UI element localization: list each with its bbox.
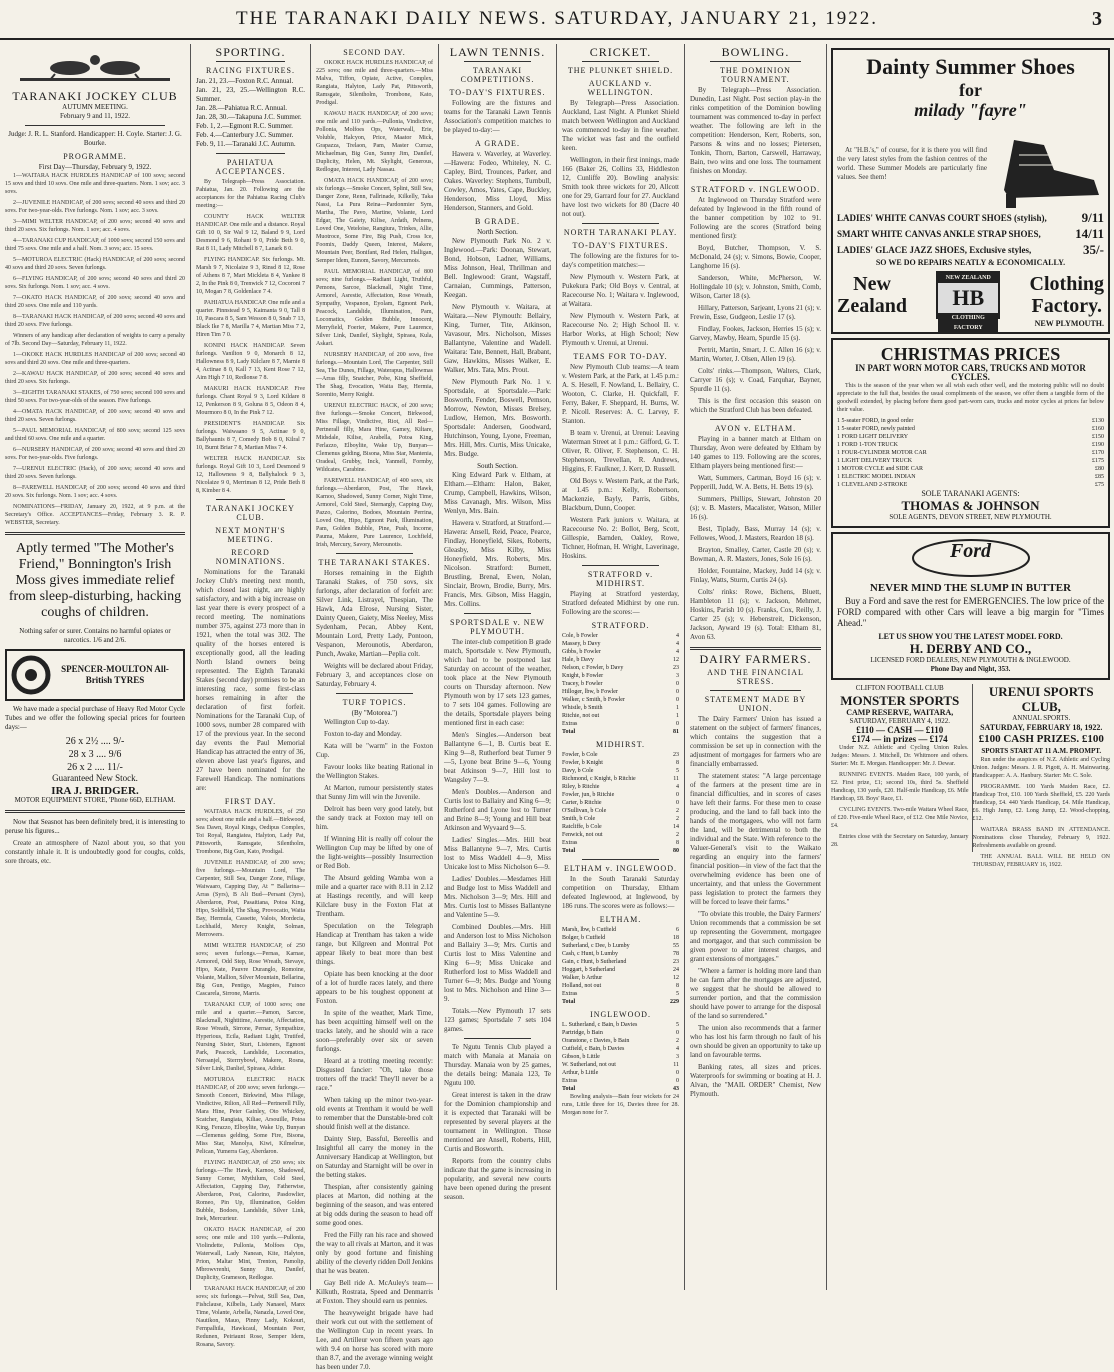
second-day-heading: SECOND DAY. (343, 48, 406, 57)
fixture-item: Jan. 28, 30.—Takapuna J.C. Summer. (196, 113, 302, 121)
taranaki-competitions-heading: TARANAKI COMPETITIONS. (460, 66, 535, 84)
eltham-scorecard: Marsh, lbw, b Cutfield 6 Bolger, b Cutfield 18 Sutherland, c Dee, b Lumby 55 Cash, c Hunt, b Lumby 78 Gain, c Hunt, b Sutherland 23 Hoggart, b Sutherland 24 Walker, b Arthur 12 Holland, not out 8 Extras 5 Total 229 (562, 927, 679, 1005)
page-number: 3 (1092, 8, 1104, 30)
price-item: 26 x 2 .... 11/- (67, 762, 123, 773)
shoes-title: Dainty Summer Shoes (866, 54, 1075, 79)
christmas-sub: IN PART WORN MOTOR CARS, TRUCKS AND MOTOR CYCLES. (855, 363, 1086, 382)
ford-body: Buy a Ford and save the rest for EMERGENCIES. The low price of the FORD compared with other Cars will leave a big margin for "Times Ahead." (837, 596, 1104, 628)
clifton-prize: £174 — in prizes — £174 (851, 734, 948, 744)
shoes-milady: milady "fayre" (914, 100, 1027, 120)
shoes-ad: Dainty Summer Shoes for milady "fayre" At "H.B.'s," of course, for it is there you will find the very latest styles from the fashion centres of the world. These Summer Models are particularly fine values. See them! LADIES' WHITE CANVAS COURT SHOES (stylish), 9/11 SMART WHITE CANVAS ANKLE STRAP SHOES, 14/11 LADIES' GLACE JAZZ SHOES, Exclusive styles, 35/- SO WE DO REPAIRS NEATLY & ECONOMICALLY. New Zealand NEW ZEALAND HB CLOTHING FACTORY Clothing Factory. NEW PLYMOUTH. (831, 48, 1110, 334)
cricket-fixtures-heading: TO-DAY'S FIXTURES. (572, 241, 669, 250)
urenui-date: SATURDAY, FEBRUARY 18, 1922. (980, 723, 1103, 732)
shoes-for: for (959, 80, 982, 100)
irish-moss-tail: Nothing safer or surer. Contains no harmful opiates or narcotics. 1/6 and 2/6. (19, 627, 171, 644)
record-heading: RECORD NOMINATIONS. (215, 548, 286, 566)
lawn-tennis-heading: LAWN TENNIS. (449, 45, 546, 59)
financial-stress-heading: AND THE FINANCIAL STRESS. (707, 668, 804, 686)
christmas-item: 1 MOTOR CYCLE and SIDE CAR £80 (837, 466, 1104, 472)
turf-byline: (By "Motorea.") (351, 709, 398, 717)
shoe-line: LADIES' WHITE CANVAS COURT SHOES (stylish), 9/11 (837, 210, 1104, 225)
eltham-inglewood-heading: ELTHAM v. INGLEWOOD. (564, 864, 677, 873)
sporting-heading: SPORTING. (215, 45, 286, 59)
urenui-sub: ANNUAL SPORTS. (1012, 714, 1071, 722)
north-section: North Section. (477, 228, 518, 236)
fixture-item: Jan. 28.—Pahiatua R.C. Annual. (196, 104, 287, 112)
sports-ads (831, 684, 1110, 872)
ford-phone: Phone Day and Night, 353. (930, 665, 1011, 673)
programme-title: PROGRAMME. (63, 152, 127, 161)
christmas-item: 1 FOUR-CYLINDER MOTOR CAR £170 (837, 450, 1104, 456)
agents-name: THOMAS & JOHNSON (901, 498, 1040, 513)
shoes-tagline: SO WE DO REPAIRS NEATLY & ECONOMICALLY. (875, 258, 1066, 267)
christmas-title: CHRISTMAS PRICES (880, 344, 1061, 364)
column-racing-programme: TARANAKI JOCKEY CLUB AUTUMN MEETING. February 9 and 11, 1922. Judge: J. R. L. Stanford. Handicapper: H. Coyle. Starter: J. G. Bourke. PROGRAMME. First Day—Thursday, February 9, 1922. 1—WAITARA HACK HURDLES HANDICAP of 100 sovs; second 15 sovs and third 10 sovs. One mile and three-quarters. Nom. 1 sov; acc. 3 sovs. 2—JUVENILE HANDICAP, of 200 sovs; second 40 sovs and third 20 sovs. For two-year-olds. Five furlongs. Nom. 1 sov; acc. 3 sovs. 3—MIMI WELTER HANDICAP, of 200 sovs; second 40 sovs and third 20 sovs. Six furlongs. Nom. 1 sov; acc. 4 sovs. 4—TARANAKI CUP HANDICAP, of 1000 sovs; second 150 sovs and third 75 sovs. One mile and a half. Nom. 3 sovs; acc. 15 sovs. 5—MOTUROA ELECTRIC (Hack) HANDICAP, of 200 sovs; second 40 sovs and third 20 sovs. Seven furlongs. 6—FLYING HANDICAP, of 200 sovs; second 40 sovs and third 20 sovs. Six furlongs. Nom. 1 sov; acc. 4 sovs. 7—OKATO HACK HANDICAP, of 200 sovs; second 40 sovs and third 20 sovs. One mile and 110 yards. 8—TARANAKI HACK HANDICAP, of 200 sovs; second 40 sovs and third 20 sovs. Five furlongs. Winners of any handicap after declaration of weights to carry a penalty of 7lb. Second Day—Saturday, February 11, 1922. 1—OKOKE HACK HURDLES HANDICAP of 200 sovs; second 40 sovs and third 20 sovs. One mile and three-quarters. 2—KAWAU HACK HANDICAP, of 200 sovs; second 40 sovs and third 20 sovs. Six furlongs. 3—EIGHTH TARANAKI STAKES, of 750 sovs; second 100 sovs and third 50 sovs. For two-year-olds of the season. Five furlongs. 4—OMATA HACK HANDICAP, of 200 sovs; second 40 sovs and third 20 sovs. Seven furlongs. 5—PAUL MEMORIAL HANDICAP, of 800 sovs; second 125 sovs and third 60 sovs. One mile and a quarter. 6—NURSERY HANDICAP, of 200 sovs; second 40 sovs and third 20 sovs. For two-year-olds. Five furlongs. 7—URENUI ELECTRIC (Hack), of 200 sovs; second 40 sovs and third 20 sovs. Seven furlongs. 8—FAREWELL HANDICAP, of 200 sovs; second 40 sovs and third 20 sovs. Six furlongs. Nom. 1 sov; acc. 4 sovs. NOMINATIONS—FRIDAY, January 20, 1922, at 9 p.m. at the Secretary's Office. ACCEPTANCES—Friday, February 3. R. P. WEBSTER, Secretary. Aptly termed "The Mother's Friend," Bonnington's Irish Moss gives immediate relief from sleep-disturbing, hacking coughs of children. Nothing safer or surer. Contains no harmful opiates or narcotics. 1/6 and 2/6. SPENCER-MOULTON All-British TYRES We have made a special purchase of Heavy Red Motor Cycle Tubes and we offer the following special prices for fourteen days:— 26 x 2½ .... 9/- 28 x 3 .... 9/6 26 x 2 .... 11/- Guaranteed New Stock. IRA J. BRIDGER. MOTOR EQUIPMENT STORE, 'Phone 66D, ELTHAM. Now that Seasnot has been definitely bred, it is interesting to peruse his figures... Create an atmosphere of Nazol about you, so that you constantly inhale it. It is undoubtedly good for coughs, colds, sore throats, etc. (0, 44, 190, 1290)
moss-paragraph: Now that Seasnot has been definitely bred, it is interesting to peruse his figures... (5, 818, 185, 835)
ford-headline: NEVER MIND THE SLUMP IN BUTTER (869, 582, 1072, 594)
tyres-text: SPENCER-MOULTON All-British TYRES (61, 664, 169, 685)
column-sporting: SPORTING. RACING FIXTURES. Jan. 21, 23.—Foxton R.C. Annual. Jan. 21, 23, 25.—Wellington R.C. Summer. Jan. 28.—Pahiatua R.C. Annual. Jan. 28, 30.—Takapuna J.C. Summer. Feb. 1, 2.—Egmont R.C. Summer. Feb. 4.—Canterbury J.C. Summer. Feb. 9, 11.—Taranaki J.C. Autumn. PAHIATUA ACCEPTANCES. By Telegraph—Press Association. Pahiatua, Jan. 20. Following are the acceptances for the Pahiatua Racing Club's meeting:— COUNTY HACK WELTER HANDICAP. One mile and a distance. Royal Gift 10 0, Sir Wal 9 12, Baland 9 9, Lord Desmond 9 6, Rohani 9 0, Pride Beth 9 0, Rat 8 11, Lady Mitchell 8 7, Lanark 8 0. FLYING HANDICAP. Six furlongs. Mt. Marsh 9 7, Nicolaize 9 3, Rinsd 8 12, Rose of Athens 8 7, Mart Mickleta 8 4, Yankee 8 2, In the Pink 8 0, Trenwick 7 12, Cocoroni 7 10, Mogan 7 8, Goldenlace 7 4. PAHIATUA HANDICAP. One mile and a quarter. Pinnstead 9 5, Kaimanta 9 0, Tall 8 10, Pascara 8 5, Sam Wesson 8 0, Snab 7 13, Black Ike 7 8, Marilla 7 4, Martian Miss 7 2, Hiren Tim 7 0. KONINI HACK HANDICAP. Seven furlongs. Vanilton 9 0, Monarch 8 12, Hallowness 8 9, Lady Kilclare 8 7, Marnie 8 4, Actinae 8 0, Kall 7 13, Kent Rose 7 12, Aim High 7 10, Redlonse 7 8. MAKURI HACK HANDICAP. Five furlongs. Chant Royal 9 3, Lord Kildare 8 12, Penkerson 8 9, Goluna 8 5, Odeon 8 4, Mourmoro 8 0, In the Pink 7 12. PRESIDENT'S HANDICAP. Six furlongs. Waiwaano 9 5, Actinae 9 0, Ballyhaunis 8 7, Comedy Bob 8 0, Kilral 7 10, Burnt Briar 7 8, Martian Miss 7 4. WELTER HACK HANDICAP. Six furlongs. Royal Gift 10 3, Lord Desmond 9 12, Hallowness 9 8, Ballyhalock 9 3, Nicolaize 9 0, Merriman 8 12, Pride Beth 8 8, Kimber 8 4. TARANAKI JOCKEY CLUB. NEXT MONTH'S MEETING. RECORD NOMINATIONS. Nominations for the Taranaki Jockey Club's meeting next month, which closed last night, are highly satisfactory, and with a big increase on last year there is every prospect of a record meeting. The nominations number 375, against 273 more than in 1921, when the total was 302. The quality of the horses entered is exceptionally good, all the leading North Island owners being represented. The Eighth Taranaki Stakes (second day) promises to be an interesting race, some first-class horses remaining in after the declaration of first forfeit. Nominations for the Taranaki Cup, of 1000 sovs, number 28 compared with 17 of the previous year. In the second day events the Paul Memorial Handicap has attracted the entry of 36, eleven above last year's figures, and 27 have been nominated for the Farewell Handicap. The nominations are: FIRST DAY. WAITARA HACK HURDLES, of 250 sovs; about one mile and a half.—Birkwood, Sea Dawn, Royal Kings, Oedipus Complex, Toi Royal, Rangiatea, Halyton, Lady Pat, Pittsworth, Ramsgate, Silentholm, Trombone, Big Gun, Kato, Prodigal. JUVENILE HANDICAP, of 200 sovs; five furlongs.—Mountain Lord, The Carpenter, Still Sea, Danger Zone, Fillage, Waiwaaro, Capping Day, At ''' Ballarina—Arras (Syrs), B Ali Bud—Persant (3yrs), Aberdaron, Post, Pasaitiana, Potoa King, Hipo, Soldfield, The Shag, Provocatio, Waita Bay, Hermula, Cassette, Valois, Mordecia, Lochhaild, Mercy Knight, Solman, Merrowers. MIMI WELTER HANDICAP, of 250 sovs; seven furlongs.—Pernas, Karnae, Armored, Odd Step, Rose Wreath, Stevaye, Hipo, Kate, Pauvre Duranglo, Romoine, Volante, Mallion, Silver Mountain, Bellarina, Big Gun, Pentigo, Magpies, Fuinco Cascarela, Sirrone, Marris. TARANAKI CUP, of 1000 sovs; one mile and a quarter.—Pamon, Sarcoe, Blackmall, Nightitime, Asrestie, Affectation, Rose Wreath, Sirrone, Pernar, Sympathize, Hyperious, Ecila, Radiant Light, Trutifed, Nursing Sister, Sturt, Listeners, Egmont Park, Peacock, Landslide, Locomatics, Neroanjel, Sterrrybowl, Makere, Rosna, Silver Link, Danlief, Spiraea, Adidar. MOTUROA ELECTRIC HACK HANDICAP, of 200 sovs; seven furlongs.—Smooth Concert, Birkwind, Miss Fillage, Vindictive, Rilion, All Red—Pertnerell Filly, Mara Hine, Peter Gainley, Oto Whickey, Scatcher, Rangiata, Kiliae, Arsouille, Potoa King, Ferazzo, Elboylite, Wake Up, Bunyan—Clemenus gelding, Some Fire, Bisona, Miss Star, Manolya, Kiwi, Kilmelrue, Pelican, Yumerra Gay, Aberdaron. FLYING HANDICAP, of 250 sovs; six furlongs.—The Hawk, Karnoo, Shadowed, Sunny Corner, Mythilum, Cold Steel, Affectation, Capping Day, Fatherwise, Aberdaron, Post, Calorino, Pasdowlier, Romeo, Pin Up, Illumination, Golden Bubble, Bodoes, Landslide, Silver Link, Inek, Mercurieur. OKATO HACK HANDICAP, of 200 sovs; one mile and 110 yards.—Pullonia, Violindette, Pullonia, Molfoes Ops, Waterwall, Lady Nanean, Kite, Halyton, Prion, Maltar Mint, Trenton, Pamolip, Mbrowvrenhi, Sunny Jim, Danilef, Duplicity, Grameson, Redlogue. TARANAKI HACK HANDICAP, of 200 sovs; six furlongs.—Pelvat, Still Sea, Dan, Fishclause, Kilbelis, Lady Nanaeel, Manx Time, Volante, Arbella, Nanazla, Loved One, Nautikon, Mauo, Pinny Lady, Kokouri, Fernpalhila, Hawkcaul, Mountain Peer, Redunen, Peiriaunt Rose, Semper Idem, Rosana, Savory. (190, 44, 310, 1290)
dealer-name: IRA J. BRIDGER. (51, 785, 139, 797)
inglewood-heading: INGLEWOOD. (590, 1010, 651, 1019)
dominion-tournament-heading: THE DOMINION TOURNAMENT. (720, 66, 791, 84)
masthead-title: THE TARANAKI DAILY NEWS. SATURDAY, JANUARY 21, 1922. (236, 8, 878, 29)
jockey-club-emblem-icon (20, 48, 170, 88)
christmas-item: 1 LIGHT DELIVERY TRUCK £175 (837, 458, 1104, 464)
meeting-dates: February 9 and 11, 1922. (59, 112, 131, 120)
christmas-item: 1 FORD 1-TON TRUCK £190 (837, 442, 1104, 448)
irish-moss-headline: Aptly termed "The Mother's Friend," Bonnington's Irish Moss gives immediate relief from sleep-disturbing, hacking coughs of children. (8, 541, 182, 620)
christmas-item: 1 5-seater FORD, in good order £130 (837, 418, 1104, 424)
north-taranaki-heading: NORTH TARANAKI PLAY. (563, 228, 678, 237)
cricket-heading: CRICKET. (589, 45, 652, 59)
clothing-town: NEW PLYMOUTH. (1034, 319, 1104, 328)
pahiatua-heading: PAHIATUA ACCEPTANCES. (215, 158, 286, 176)
south-section: South Section. (477, 462, 518, 470)
tubes-purchase: We have made a special purchase of Heavy Red Motor Cycle Tubes and we offer the following special prices for fourteen days:— (5, 705, 185, 731)
meeting-title: AUTUMN MEETING. (62, 103, 128, 111)
midhirst-scorecard: Fowler, b Cole 23 Fowler, b Knight 8 Davy, b Cole 5 Richmond, c Knight, b Ritchie 11 Riley, b Ritchie 4 Fowler, jun, b Ritchie 0 Carter, b Ritchie 0 O'Sullivan, b Cole 2 Smith, b Cole 2 Ratcliffe, b Cole 14 Fenwick, not out 2 Extras 8 Total 80 (562, 752, 679, 854)
column-advertisements (826, 44, 1114, 1290)
agents-address: SOLE AGENTS, DEVON STREET, NEW PLYMOUTH. (889, 513, 1052, 521)
dairy-farmers-heading: DAIRY FARMERS. (699, 652, 812, 666)
eltham-heading: ELTHAM. (599, 915, 642, 924)
urenui-cash: £100 CASH PRIZES. £100 (978, 733, 1104, 745)
midhirst-heading: MIDHIRST. (595, 740, 646, 749)
fixture-item: Jan. 21, 23.—Foxton R.C. Annual. (196, 77, 294, 85)
ford-dealer: H. DERBY AND CO., (909, 641, 1032, 656)
inglewood-total-label: Total (562, 1086, 576, 1092)
christmas-list (837, 417, 1104, 489)
agents-title: SOLE TARANAKI AGENTS: (921, 489, 1020, 498)
first-day-date: First Day—Thursday, February 9, 1922. (38, 163, 152, 171)
ford-logo-text: Ford (949, 540, 992, 562)
christmas-item: 1 CLEVELAND 2-STROKE £75 (837, 482, 1104, 488)
price-item: 28 x 3 .... 9/6 (68, 749, 122, 760)
racing-fixtures-heading: RACING FIXTURES. (206, 66, 295, 75)
next-month-heading: NEXT MONTH'S MEETING. (215, 526, 286, 544)
tyres-ad (5, 649, 185, 701)
christmas-item: 1 5-seater FORD, newly painted £160 (837, 426, 1104, 432)
tyre-icon (11, 655, 51, 695)
stratford-total-label: Total (562, 729, 576, 735)
guarantee: Guaranteed New Stock. (52, 773, 138, 783)
club-name: TARANAKI JOCKEY CLUB (12, 89, 178, 103)
fixture-item: Feb. 1, 2.—Egmont R.C. Summer. (196, 122, 293, 130)
camp-date: SATURDAY, FEBRUARY 4, 1922. (849, 717, 950, 725)
turf-topics-heading: TURF TOPICS. (342, 698, 407, 707)
jockey-club-heading: TARANAKI JOCKEY CLUB. (206, 504, 295, 522)
ford-ad (831, 532, 1110, 680)
auckland-wellington-heading: AUCKLAND v. WELLINGTON. (587, 79, 654, 97)
midhirst-total-label: Total (562, 848, 576, 854)
fixture-item: Feb. 4.—Canterbury J.C. Summer. (196, 131, 294, 139)
price-list (5, 735, 185, 774)
taranaki-stakes-heading: THE TARANAKI STAKES. (318, 558, 431, 567)
shoe-icon (994, 120, 1104, 210)
masthead (0, 0, 1114, 40)
a-grade-heading: A GRADE. (475, 139, 520, 148)
urenui-title: URENUI SPORTS CLUB, (988, 684, 1094, 714)
clifton-prize: £110 — CASH — £110 (856, 725, 944, 735)
avon-eltham-heading: AVON v. ELTHAM. (714, 424, 797, 433)
b-grade-heading: B GRADE. (475, 217, 520, 226)
shoe-line: LADIES' GLACE JAZZ SHOES, Exclusive styles, 35/- (837, 242, 1104, 257)
teams-heading: TEAMS FOR TO-DAY. (573, 352, 668, 361)
christmas-prices-ad: CHRISTMAS PRICES IN PART WORN MOTOR CARS, TRUCKS AND MOTOR CYCLES. This is the season of the year when we all wish each other well, and the motoring public will no doubt appreciate to the full that, besides the usual compliments of the season, we offer them a tangible form of the goodwill extended, by placing before them good part-worn cars, trucks and motor cycles at prices far below their value. 1 5-seater FORD, in good order £130 1 5-seater FORD, newly painted £160 1 FORD LIGHT DELIVERY £150 1 FORD 1-TON TRUCK £190 1 FOUR-CYLINDER MOTOR CAR £170 1 LIGHT DELIVERY TRUCK £175 1 MOTOR CYCLE and SIDE CAR £80 1 ELECTRIC MODEL INDIAN £85 1 CLEVELAND 2-STROKE £75 SOLE TARANAKI AGENTS: THOMAS & JOHNSON SOLE AGENTS, DEVON STREET, NEW PLYMOUTH. (831, 338, 1110, 528)
shoe-price-list (837, 210, 1104, 258)
hb-logo: NEW ZEALAND HB CLOTHING FACTORY (936, 271, 1000, 319)
ford-dealer-sub: LICENSED FORD DEALERS, NEW PLYMOUTH & INGLEWOOD. (870, 656, 1071, 664)
union-statement-heading: STATEMENT MADE BY UNION. (704, 695, 807, 713)
clothing-factory-block: New Zealand NEW ZEALAND HB CLOTHING FACTORY Clothing Factory. (837, 273, 1104, 331)
column-lawn-tennis: LAWN TENNIS. TARANAKI COMPETITIONS. TO-DAY'S FIXTURES. Following are the fixtures and teams for the Taranaki Lawn Tennis Association's competition matches to be played to-day:— A GRADE. Hawera v. Waverley, at Waverley.—Hawera: Fodeo, Whiteley, N. C. Capley, Bird, Trounces, Parker, and Oakes. Waverley: Stephens, Turnbull, Cowley, Amos, Yates, Cape, Buckley, Henderson, Miss Lloyd, Miss Henderson, Stanners, and Gold. B GRADE. North Section. New Plymouth Park No. 2 v. Inglewood.—Park: Doonan, Stewart, Bond, Hobson, Ladner, Williams, Miss Johnson, Heal, Thrillman and Bell. Inglewood: Grant, Wagstaff, Carnaian, Cummings, Patterson, Keegan. New Plymouth v. Waitara, at Waitara.—New Plymouth: Bellairy, King, Turner, Tite, Atkinson, Vavasour, Mrs. Nicholson, Misses Ballantyne, Valentine and Wadell. Waitara: Tate, Bennett, Hall, Brabant, Gaw, Hawkins, Misses Walker, E. Walker, Mrs. Tata, Mrs. Prout. New Plymouth Park No. 1 v. Sportsdale, at Sportsdale.—Park: Bosworth, Fender, Boswell, Pemson, Morrow, Newton, Misses Brelsey, Ludlow, Hemon, Mrs. Bosworth. Sportsdale: Andersen, Goodward, Hutchinson, Young, Lyone, Freeman, Mrs. Hill, Mrs. Curtis, Miss Unicake, Mrs. Budge. South Section. King Edward Park v. Eltham, at Eltham.—Eltham: Halon, Baker, Crump, Campbell, Hawkins, Wilson, Miss Cavanagh, Mrs. Wilson, Miss Wenlyn, Mrs. Bain. Hawera v. Stratford, at Stratford.—Hawera: Ansell, Reid, Peace, Pearce, Findlay, Honeyfield, Sikes, Roberts, Gleasby, Miss Kilby, Miss Honeyfield, Mrs. Roberts, Mrs. Nicolson. Stratford: Burnett, Brustling, Brenal, Ewen, Nolan, Sinclair, Brown, Brodie, Burry, Mrs. Francis, Mrs. Gibson, Miss Haggin, Mrs. Collins. SPORTSDALE v. NEW PLYMOUTH. The inter-club competition B grade match, Sportsdale v. New Plymouth, which had to be postponed last Saturday on account of the weather, took place at the New Plymouth courts on Thursday afternoon. New Plymouth won by 17 sets 123 games, to 7 sets 104 games. Following are the details, Sportsdale players being mentioned first in each case: Men's Singles.—Anderson beat Ballantyne 6—1, B. Curtis beat E. King 9—8, Rutherford beat Turner 9—5, Lyone beat Brine 9—6, Young beat Atkinson 9—7, Hill lost to Wangsley 7—9. Men's Doubles.—Anderson and Curtis lost to Ballairy and King 6—9; Rutherford and Lyone lost to Turner and Brine 8—9; Young and Hill beat Atkinson and Wyvaard 9—5. Ladies' Singles.—Mrs. Hill beat Miss Ballantyne 9—7, Mrs. Curtis lost to Miss Waddell 4—9, Miss Unicake lost to Miss Nicholson 6—9. Ladies' Doubles.—Mesdames Hill and Budge lost to Miss Waddell and Mrs. Nicholson 3—9; Mrs. Hill and Mrs. Curtis lost to Misses Ballantyne and Valentine 5—9. Combined Doubles.—Mrs. Hill and Anderson lost to Miss Nicholson and Ballairy 3—9; Mrs. Curtis and Curtis lost to Miss Valentine and King 6—9; Miss Unicake and Rutherford lost to Miss Waddell and Turner 6—9; Mrs. Budge and Young lost to Mrs. Nicholson and Hine 3—9. Totals.—New Plymouth 17 sets 123 games; Sportsdale 7 sets 104 games. Te Ngutu Tennis Club played a match with Manaia at Manaia on Thursday. Manaia won by 25 games, the details being: Manaia 123, Te Ngutu 100. Great interest is taken in the draw for the Dominion championship and it is expected that Taranaki will be represented by several players at the tournament in Wellington. Those mentioned are Ansell, Roberts, Hill, Curtis and Bosworth. Reports from the country clubs indicate that the game is increasing in popularity, and several new courts have been opened during the present season. (438, 44, 556, 1290)
clifton-sports-ad: CLIFTON FOOTBALL CLUB MONSTER SPORTS CAMP RESERVE, WAITARA, SATURDAY, FEBRUARY 4, 1922. £110 — CASH — £110 £174 — in prizes — £174 Under N.Z. Athletic and Cycling Union Rules. Judges: Messrs. J. Mitchell, Dr. Whitmore and others. Starter: Mr. E. Morgan. Handicapper: Mr. J. Dewar. RUNNING EVENTS. Maiden Race, 100 yards, of £2. First prize, £1; second 10s, third 5s. Sheffield Handicap, 130 yards, £20. Half-mile Handicap, £6. Mile Handicap, £8. Boys' Race, £1. CYCLING EVENTS. Two-mile Waitara Wheel Race, of £20. Five-mile Wheel Race, of £12. One Mile Novice, £4. Entries close with the Secretary on Saturday, January 28. (831, 684, 973, 852)
fixture-item: Jan. 21, 23, 25.—Wellington R.C. Summer. (196, 86, 305, 103)
stratford-scorecard: Cole, b Fowler 4 Massey, b Davy 4 Gibbs, b Fowler 4 Hale, b Davy 12 Nelson, c Fowler, b Davy 23 Knight, b Fowler 3 Tracey, b Fowler 0 Hilloger, lbw, b Fowler 0 Walker, c Smith, b Fowler 0 Whistle, b Smith 1 Ritchie, not out 1 Extras 0 Total 81 (562, 633, 679, 735)
dealer-address: MOTOR EQUIPMENT STORE, 'Phone 66D, ELTHAM. (14, 796, 176, 804)
sportsdale-heading: SPORTSDALE v. NEW PLYMOUTH. (450, 618, 545, 636)
first-day-heading: FIRST DAY. (224, 797, 277, 806)
column-second-day: SECOND DAY. OKOKE HACK HURDLES HANDICAP, of 225 sovs; one mile and three-quarters.—Miss Malva, Tiffon, Opiate, Active, Complex, Rangiata, Halyton, Lady Pat, Pittsworth, Ramsgate, Silentholm, Trombone, Kato, Prodigal. KAWAU HACK HANDICAP, of 200 sovs; one mile and 110 yards.—Pullonia, Vindictive, Pollonia, Molfoes Ops, Waterwall, Erie, Voluble, Halcyon, Price, Maator Mick, Grapazza, Trelaon, Pam, Master Curraz, Michaelman, Big Gun, Sunny Jim, Danilef, Duplicity, Helen, Mt. Skylight, Generous, Redlogue, Interest, Lady Nassau. OMATA HACK HANDICAP, of 200 sovs; six furlongs.—Smoke Concert, Splint, Still Sea, Danger Zone, Renn, Fallrinade, Kilkelly, Taka Nassi, La Pura Reina—Pardonmier Sym, Martha, The Pavo, Martine, Volante, Lord Edgar, The Gaiety, Kilise, Ardath, Pelnens, Loved One, Veteloise, Rangiura, Trinkes, Allie, Muotroce, Some Fire, Big Push, Cross Ice, Foomix, Daddy Queen, Interest, Makere, Mountain Peer, Bonifant, Red Helen, Halligan, Semper Idem, Eunom, Savory, Mercurnois. PAUL MEMORIAL HANDICAP, of 800 sovs; nine furlongs.—Radiant Light, Truthful, Pemons, Sarcoe, Blackmall, Night Time, Armorel, Asrestie, Affectation, Rose Wreath, Sympathy, Vespanon, Eyolam, Egmont Park, Peacock, Landslide, Illumination, Pam, Locomatics, Golden Bubble, Innocent, Merryfield, Foerier, Makere, Pure Laurence, Silver Link, Danilef, Skylight, Spiraea, Kula, Askari. NURSERY HANDICAP, of 200 sovs, five furlongs.—Mountain Lord, The Carpenter, Still Sea, The Dunes, Fillage, Waterapus, Hallowmas—Arras filly, Snatcher, Pobe, King Sheffield, The Shag, Evocation, Waita Bay, Hermia, Sorenito, Merry Knight. URENUI ELECTRIC HACK, of 200 sovs; five furlongs.—Smoke Concert, Birkwood, Miss Fillage, Vindictive, Riot, All Red—Pertnerall filly, Mara Hine, Gamey, Kiltare, Midsdale, Kilise, Arabella, Potoa King, Ferlazzo, Elboylite, Wake Up, Bunyan—Clemenus gelding, Bisona, Miss Star, Mantenia, Oradeal, Grubby, Inck, Yanmell, Formby, Wildcates, Carabine. FAREWELL HANDICAP, of 400 sovs, six furlongs.—Aberdaron, Post, The Hawk, Karnoo, Shadowed, Sunny Corner, Night Time, Armorel, Cold Steel, Sternargly, Capping Day, Pazzo, Calorino, Bodoes, Mountain Perrina, Loved One, Hipo, Egmont Park, Illumination, Pam, Golden Bubble, Pine, Push, Incorne, Pauma, Makere, Pure Laurence, Lochfield, Irish, Mercury, Savory, Merounotis. THE TARANAKI STAKES. Horses remaining in the Eighth Taranaki Stakes, of 750 sovs, six furlongs, after declaration of forfeit are: Silver Link, Listrayel, Thespian, The Hawk, Ada Elrose, Nursing Sister, Dainty Queen, Gaiety, Miss Neeley, Miss Sydenham, Pecan, Abbey Kent, Mountain Lord, Pretty Lady, Pontoon, Vespanon, Merounotis, Aberdaron, Punch, Awake, Martian—Peplia colt. Weights will be declared about Friday, February 3, and acceptances close on Saturday, February 4. TURF TOPICS. (By "Motorea.") Wellington Cup to-day. Foxton to-day and Monday. Kata will be "warm" in the Foxton Cup. Favour looks like beating Rational in the Wellington Stakes. At Marton, rumour persistently states that Sunny Jim will win the Juvenile. Delroit has been very good lately, but the sandy track at Foxton may tell on him. If Winning Hit is really off colour the Wellington Cup may be lifted by one of the light-weights—possibly Insurrection or Red Bob. The Absurd gelding Wamba won a mile and a quarter race with 8.11 in 2.12 at Hastings recently, and will keep Kilclare busy in the Foxton Flat at Trentham. Speculation on the Telegraph Handicap at Trentham has taken a wide range, but Kilgreen and Montral Pot appear likely to beat more than best things. Opiate has been knocking at the door of a lot of hurdle races lately, and there appears to be his toughest opponent at Foxton. In spite of the weather, Mark Time, has been acquitting himself well on the tracks lately, and he should win a race soon—preferably over six or seven furlongs. Heard at a trotting meeting recently: Disgusted fancier: "Oh, take those trotters off the track! They'll never be a race." When taking up the minor two-year-old events at Trentham it would be well to remember that the Dunstable-bred colt should finish well at the distance. Dainty Step, Bassful, Bereellis and Insightful all carry the money in the Anniversary Handicap at Wellington, but on Saturday and Starnight will be over in the betting stakes. Thespian, after consistently gaining places at Marton, did nothing at the beginning of the season, and was entered at big odds during the season to head off some good ones. Fred the Filly ran his race and showed the way to all rivals at Marton, and it was only by good fortune and finishing ability of the cleverly ridden Doll Jenkins that he was beaten. Gay Bell ride A. McAuley's team—Kilkuth, Rostrata, Speed and Denmarris at Foxton. They should earn us pennies. The heavyweight brigade have had their work cut out with the settlement of the Wellington Cup in recent years. In Lee, and Artilleur won fifteen years ago with 9.4 on horse has scored with more than 8.7, and the average winning weight has been under 7.0. (310, 44, 438, 1290)
christmas-item: 1 FORD LIGHT DELIVERY £150 (837, 434, 1104, 440)
stratford-midhirst-heading: STRATFORD v. MIDHIRST. (587, 570, 654, 588)
fixture-list (196, 77, 305, 149)
monster-sports: MONSTER SPORTS (840, 693, 960, 708)
clifton-club: CLIFTON FOOTBALL CLUB (855, 684, 944, 692)
ford-cta: LET US SHOW YOU THE LATEST MODEL FORD. (878, 632, 1063, 641)
christmas-item: 1 ELECTRIC MODEL INDIAN £85 (837, 474, 1104, 480)
officials: Judge: J. R. L. Stanford. Handicapper: H. Coyle. Starter: J. G. Bourke. (8, 130, 182, 147)
shoe-line: SMART WHITE CANVAS ANKLE STRAP SHOES, 14/11 (837, 226, 1104, 241)
plunket-shield-heading: THE PLUNKET SHIELD. (567, 66, 674, 75)
urenui-sports-ad: URENUI SPORTS CLUB, ANNUAL SPORTS. SATURDAY, FEBRUARY 18, 1922. £100 CASH PRIZES. £100 SPORTS START AT 11 A.M. PROMPT. Run under the auspices of N.Z. Athletic and Cycling Union. Judges: Messrs. J. R. Pigott, A. H. Mainwaring. Handicapper: A. A. Hanbury. Starter: Mr. C. Sole. PROGRAMME. 100 Yards Maiden Race, £2. Handicap Trot, £10. 100 Yards Sheffield, £5. 220 Yards Handicap, £4. 440 Yards Handicap, £4. Mile Handicap, £6. High Jump, £2. Long Jump, £2. Wood-chopping, £12. WAITARA BRASS BAND IN ATTENDANCE. Nominations close Thursday, February 9, 1922. Refreshments available on ground. THE ANNUAL BALL WILL BE HELD ON THURSDAY, FEBRUARY 16, 1922. (972, 684, 1110, 868)
stratford-scores-heading: STRATFORD. (591, 621, 650, 630)
camp-reserve: CAMP RESERVE, WAITARA, (846, 708, 954, 717)
stratford-inglewood-heading: STRATFORD v. INGLEWOOD. (690, 185, 821, 194)
column-bowling: BOWLING. THE DOMINION TOURNAMENT. By Telegraph—Press Association. Dunedin, Last Night. Post section play-in the rinks competition of the Dominion bowling tournament was commenced to-day in perfect weather. The following are left in the competition: Henderson, Kerr, Roberts, son, Parsons & wins and no losses; Pietersen, Tonkin, Thorn, Barton, Carswell, Harraway, Bain, two wins and one loss. The tournament finishes on Monday. STRATFORD v. INGLEWOOD. At Inglewood on Thursday Stratford were defeated by Inglewood in the fifth round of the banner competition by 102 to 91. Following are the scores (Stratford being mentioned first): Boyd, Butcher, Thompson, V. S. McDonald, 24 (s); v. Simons, Bowie, Cooper, Langhorne 16 (s). Sanderson, White, McPherson, W. Hollingdale 10 (s); v. Johnston, Smith, Comb, Wilson, Carter 18 (s). Hillary, Patterson, Sarjeant, Lyons 21 (s); v. Frewin, Esse, Gudgeon, Leslie 17 (s). Findlay, Fookes, Jackson, Herries 15 (s); v. Garvey, Mawby, Hearn, Spurdle 15 (s). Pertrit, Martin, Smart, J. C. Allen 16 (s); v. Martin, Worter, J. Olsen, Allen 19 (s). Colts' rinks.—Thompson, Walters, Clark, Carryer 16 (s); v. Coad, Farquhar, Bayner, Spurdle 11 (s). This is the first occasion this season on which the Stratford Club has been defeated. AVON v. ELTHAM. Playing in a banner match at Eltham on Thursday, Avon were defeated by Eltham by 140 games to 119. Following are the scores, Eltham players being mentioned first:— Watt, Summers, Cartman, Boyd 16 (s); v. Pepperill, Judd, W. A. Betts, H. Betts 19 (s). Summers, Phillips, Stewart, Johnston 20 (s); v. B. Masters, Macalister, Watson, Miller 16 (s). Best, Tiplady, Bass, Murray 14 (s); v. Fellowes, Wood, J. Masters, Reardon 18 (s). Brayton, Smalley, Carter, Castle 20 (s); v. Bowman, A. R. Masters, Jones, Sole 16 (s). Holder, Fountaine, Mackey, Judd 14 (s); v. Finlay, Watts, Sturm, Curtis 24 (s). Colts' rinks: Rowe, Bichens, Bluett, Hambleton 11 (s); v. Jackson, Mehmet, Hoskins, Parish 10 (s). Franks, Cox, Reilly, J. Carter 25 (s); v. Hebenstreit, Dickenson, Jackson, Ayward 19 (s). Total: Eltham 81, Avon 63. DAIRY FARMERS. AND THE FINANCIAL STRESS. STATEMENT MADE BY UNION. The Dairy Farmers' Union has issued a statement on the subject of farmers' finances, which contains the suggestion that a commission be set up in connection with the adjustment of mortgages for farmers who are financially embarrassed. The statement states: "A large percentage of the farmers at the present time are in financial difficulties, and in scores of cases have left their farms. For these men to cease producing, and the land to fall back into the hands of the mortgagees, who will not farm the land, will be detrimental to both the individual and the State. With reference to the Valuer-General's visit to the Waikato regarding an enquiry into the farmers' financial position—in view of the fact that the overwhelming evidence has been one of uncertainty, and that unless the Government pass legislation to protect the farmers they will be forced to leave their farms." "To obviate this trouble, the Dairy Farmers' Union recommends that a commission be set up representing the Government, mortgagee and mortgagor, and that such commission be given power to alter interest charges, and grant extensions of mortgages." "Where a farmer is holding more land than he can farm after the mortgages are adjusted, we suggest that he should be allowed to surrender portion, and that the commission should have power to arrange for the disposal of the land so surrendered." The union also recommends that a farmer who has lost his farm through no fault of his own should be given an opportunity to take up land on favourable terms. Banking rates, all sizes and prices. Waterproofs for swimming or boating at H. J. Alvan, the "MAIL ORDER" Chemist, New Plymouth. (684, 44, 826, 1290)
urenui-start: SPORTS START AT 11 A.M. PROMPT. (981, 747, 1102, 755)
inglewood-scorecard: L. Sutherland, c Bain, b Davies 5 Partridge, b Bain 0 Oranstone, c Davies, b Bain 2 Cutfield, c Bain, b Davies 4 Gibson, b Little 3 W. Sutherland, not out 11 Arthur, b Little 0 Extras 0 Total 43 (562, 1022, 679, 1092)
price-item: 26 x 2½ .... 9/- (65, 736, 125, 747)
fixture-item: Feb. 9, 11.—Taranaki J.C. Autumn. (196, 140, 296, 148)
todays-fixtures-heading: TO-DAY'S FIXTURES. (449, 88, 546, 97)
column-cricket: CRICKET. THE PLUNKET SHIELD. AUCKLAND v. WELLINGTON. By Telegraph—Press Association. Auckland, Last Night. A Plunket Shield match between Wellington and Auckland was commenced to-day in fine weather. The wicket was fast and the outfield keen. Wellington, in their first innings, made 166 (Baker 26, Collins 33, Hiddleston 12, Cunliffe 20). Bowling analysis: Smith took three wickets for 20, Allcott one for 29, Garrard four for 27. Auckland have lost two wickets for 80 (Dacre 40 not out). NORTH TARANAKI PLAY. TO-DAY'S FIXTURES. The following are the fixtures for to-day's competition matches:— New Plymouth v. Western Park, at Pukekura Park; Old Boys v. Central, at Racecourse No. 1; Waitara v. Inglewood, at Waitara. New Plymouth v. Western Park, at Racecourse No. 2; High School II. v. Harbor Works, at High School; New Plymouth v. Urenui, at Urenui. TEAMS FOR TO-DAY. New Plymouth Club teams:—A team v. Western Park, at the Park, at 1.45 p.m.: A. S. Hesell, F. Nowland, L. Bellairy, C. Wooton, C. Clarke, H. Quickfall, F. Ferry, Baker, F. Sheppard, H. Burns, W. P. Nicoll. Reserves: A. C. Larvey, F. Stanton. B team v. Urenui, at Urenui: Leaving Waterman Street at 1 p.m.: Gifford, G. T. Oliver, R. Oliver, F. Stephenson, C. H. Stephenson, Trevellan, R. Andrews, Higgins, F. Faulkner, J. Kerr, D. Russell. Old Boys v. Western Park, at the Park, at 1.45 p.m.: Kelly, Robertson, Mackenzie, Bayly, Parris, Gibbs, Blackburn, Dunn, Cooper. Western Park juniors v. Waitara, at Racecourse No. 2: Bollot, Berg, Scott, Gillespie, Barnden, Oakley, Rowe, Tichner, Hofman, H. Wright, Laverinage, Hoskins. STRATFORD v. MIDHIRST. Playing at Stratford yesterday, Stratford defeated Midhirst by one run. Following are the scores:— STRATFORD. Cole, b Fowler 4 Massey, b Davy 4 Gibbs, b Fowler 4 Hale, b Davy 12 Nelson, c Fowler, b Davy 23 Knight, b Fowler 3 Tracey, b Fowler 0 Hilloger, lbw, b Fowler 0 Walker, c Smith, b Fowler 0 Whistle, b Smith 1 Ritchie, not out 1 Extras 0 Total 81 MIDHIRST. Fowler, b Cole 23 Fowler, b Knight 8 Davy, b Cole 5 Richmond, c Knight, b Ritchie 11 Riley, b Ritchie 4 Fowler, jun, b Ritchie 0 Carter, b Ritchie 0 O'Sullivan, b Cole 2 Smith, b Cole 2 Ratcliffe, b Cole 14 Fenwick, not out 2 Extras 8 Total 80 ELTHAM v. INGLEWOOD. In the South Taranaki Saturday competition on Thursday, Eltham defeated Inglewood, at Inglewood, by 186 runs. The scores were as follows:— ELTHAM. Marsh, lbw, b Cutfield 6 Bolger, b Cutfield 18 Sutherland, c Dee, b Lumby 55 Cash, c Hunt, b Lumby 78 Gain, c Hunt, b Sutherland 23 Hoggart, b Sutherland 24 Walker, b Arthur 12 Holland, not out 8 Extras 5 Total 229 INGLEWOOD. L. Sutherland, c Bain, b Davies 5 Partridge, b Bain 0 Oranstone, c Davies, b Bain 2 Cutfield, c Bain, b Davies 4 Gibson, b Little 3 W. Sutherland, not out 11 Arthur, b Little 0 Extras 0 Total 43 Bowling analysis—Bain four wickets for 24 runs, Little three for 16, Davies three for 28. Morgan none for 7. (556, 44, 684, 1290)
eltham-total-label: Total (562, 999, 576, 1005)
bowling-heading: BOWLING. (721, 45, 790, 59)
